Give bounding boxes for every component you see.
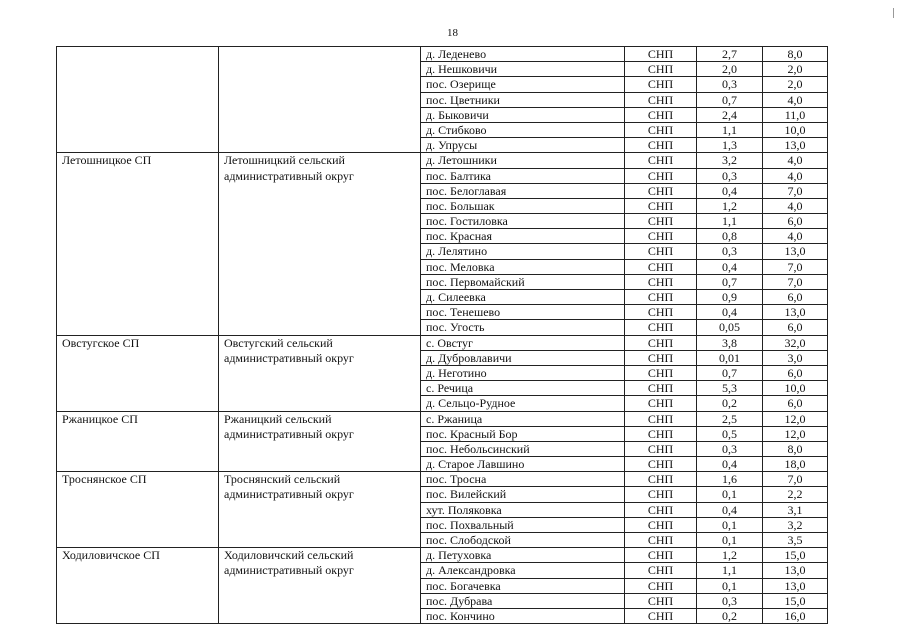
value-a-cell: 0,1 [697,487,763,502]
value-b-cell: 2,0 [763,62,828,77]
value-b-cell: 12,0 [763,411,828,426]
value-b-cell: 7,0 [763,183,828,198]
value-b-cell: 3,1 [763,502,828,517]
locality-type-cell: СНП [625,548,697,563]
locality-type-cell: СНП [625,335,697,350]
value-a-cell: 0,7 [697,365,763,380]
table-row [57,335,828,350]
value-b-cell: 18,0 [763,457,828,472]
value-b-cell: 8,0 [763,441,828,456]
locality-name-cell: д. Старое Лавшино [421,457,625,472]
locality-name-cell: пос. Белоглавая [421,183,625,198]
value-b-cell: 6,0 [763,365,828,380]
locality-type-cell: СНП [625,77,697,92]
value-b-cell: 4,0 [763,153,828,168]
locality-name-cell: пос. Большак [421,198,625,213]
value-b-cell: 2,2 [763,487,828,502]
value-a-cell: 0,7 [697,274,763,289]
value-a-cell: 0,3 [697,77,763,92]
value-b-cell: 6,0 [763,214,828,229]
locality-name-cell: с. Речица [421,381,625,396]
settlement-cell: Троснянское СП [57,472,219,548]
value-a-cell: 1,2 [697,198,763,213]
locality-type-cell: СНП [625,381,697,396]
value-a-cell: 0,7 [697,92,763,107]
district-cell: Ходиловичский сельский административный округ [219,548,421,624]
locality-name-cell: пос. Меловка [421,259,625,274]
settlement-cell: Ржаницкое СП [57,411,219,472]
value-a-cell: 0,4 [697,259,763,274]
value-a-cell: 0,3 [697,593,763,608]
value-a-cell: 5,3 [697,381,763,396]
locality-type-cell: СНП [625,122,697,137]
locality-name-cell: пос. Гостиловка [421,214,625,229]
locality-type-cell: СНП [625,396,697,411]
locality-type-cell: СНП [625,198,697,213]
district-cell [219,47,421,153]
value-a-cell: 1,1 [697,122,763,137]
value-b-cell: 13,0 [763,138,828,153]
value-a-cell: 1,1 [697,563,763,578]
value-b-cell: 3,5 [763,533,828,548]
locality-type-cell: СНП [625,107,697,122]
locality-name-cell: д. Дубровлавичи [421,350,625,365]
value-b-cell: 6,0 [763,320,828,335]
locality-type-cell: СНП [625,138,697,153]
locality-type-cell: СНП [625,183,697,198]
value-a-cell: 0,4 [697,457,763,472]
value-b-cell: 11,0 [763,107,828,122]
settlement-cell: Ходиловичское СП [57,548,219,624]
locality-type-cell: СНП [625,214,697,229]
scan-edge-mark [893,8,894,18]
value-a-cell: 0,05 [697,320,763,335]
locality-name-cell: д. Упрусы [421,138,625,153]
value-a-cell: 1,3 [697,138,763,153]
locality-type-cell: СНП [625,305,697,320]
value-a-cell: 2,0 [697,62,763,77]
locality-name-cell: с. Ржаница [421,411,625,426]
locality-type-cell: СНП [625,62,697,77]
value-b-cell: 13,0 [763,578,828,593]
locality-name-cell: хут. Поляковка [421,502,625,517]
locality-type-cell: СНП [625,290,697,305]
value-b-cell: 10,0 [763,122,828,137]
locality-type-cell: СНП [625,168,697,183]
value-a-cell: 0,5 [697,426,763,441]
value-a-cell: 0,3 [697,244,763,259]
value-b-cell: 4,0 [763,229,828,244]
locality-name-cell: д. Нешковичи [421,62,625,77]
value-b-cell: 2,0 [763,77,828,92]
value-a-cell: 1,1 [697,214,763,229]
table-row [57,472,828,487]
value-a-cell: 0,4 [697,183,763,198]
locality-type-cell: СНП [625,92,697,107]
locality-name-cell: пос. Тросна [421,472,625,487]
locality-type-cell: СНП [625,472,697,487]
locality-name-cell: пос. Слободской [421,533,625,548]
value-b-cell: 15,0 [763,593,828,608]
value-a-cell: 0,2 [697,396,763,411]
locality-name-cell: пос. Красная [421,229,625,244]
value-a-cell: 3,8 [697,335,763,350]
locality-type-cell: СНП [625,457,697,472]
locality-type-cell: СНП [625,229,697,244]
table-row [57,153,828,168]
value-a-cell: 0,8 [697,229,763,244]
locality-name-cell: д. Сельцо-Рудное [421,396,625,411]
locality-type-cell: СНП [625,47,697,62]
locality-type-cell: СНП [625,533,697,548]
value-b-cell: 15,0 [763,548,828,563]
value-b-cell: 4,0 [763,92,828,107]
value-b-cell: 8,0 [763,47,828,62]
value-b-cell: 6,0 [763,396,828,411]
locality-type-cell: СНП [625,244,697,259]
settlement-cell: Летошницкое СП [57,153,219,335]
locality-name-cell: д. Стибково [421,122,625,137]
locality-name-cell: пос. Кончино [421,608,625,623]
locality-type-cell: СНП [625,365,697,380]
value-b-cell: 12,0 [763,426,828,441]
locality-name-cell: пос. Небольсинский [421,441,625,456]
value-b-cell: 13,0 [763,305,828,320]
value-b-cell: 32,0 [763,335,828,350]
locality-name-cell: пос. Балтика [421,168,625,183]
settlement-cell: Овстугское СП [57,335,219,411]
locality-type-cell: СНП [625,350,697,365]
value-b-cell: 10,0 [763,381,828,396]
locality-name-cell: пос. Угость [421,320,625,335]
value-a-cell: 0,4 [697,305,763,320]
value-b-cell: 16,0 [763,608,828,623]
value-a-cell: 2,4 [697,107,763,122]
district-cell: Троснянский сельский административный округ [219,472,421,548]
locality-name-cell: д. Леденево [421,47,625,62]
value-a-cell: 3,2 [697,153,763,168]
locality-name-cell: пос. Озерище [421,77,625,92]
value-a-cell: 0,1 [697,578,763,593]
value-a-cell: 0,1 [697,533,763,548]
table-row [57,548,828,563]
locality-type-cell: СНП [625,259,697,274]
settlements-table [56,46,828,624]
value-a-cell: 2,5 [697,411,763,426]
value-a-cell: 0,01 [697,350,763,365]
value-b-cell: 4,0 [763,198,828,213]
locality-name-cell: пос. Цветники [421,92,625,107]
locality-name-cell: д. Быковичи [421,107,625,122]
locality-type-cell: СНП [625,153,697,168]
locality-name-cell: пос. Красный Бор [421,426,625,441]
table-row [57,411,828,426]
locality-name-cell: д. Александровка [421,563,625,578]
locality-name-cell: пос. Тенешево [421,305,625,320]
locality-type-cell: СНП [625,502,697,517]
locality-name-cell: пос. Похвальный [421,517,625,532]
value-b-cell: 13,0 [763,244,828,259]
page-number: 18 [447,27,458,39]
locality-type-cell: СНП [625,563,697,578]
district-cell: Ржаницкий сельский административный округ [219,411,421,472]
value-a-cell: 1,2 [697,548,763,563]
value-a-cell: 0,3 [697,168,763,183]
locality-name-cell: д. Силеевка [421,290,625,305]
value-b-cell: 7,0 [763,259,828,274]
locality-type-cell: СНП [625,608,697,623]
district-cell: Летошницкий сельский административный округ [219,153,421,335]
locality-name-cell: д. Неготино [421,365,625,380]
value-a-cell: 0,3 [697,441,763,456]
locality-type-cell: СНП [625,593,697,608]
locality-type-cell: СНП [625,411,697,426]
value-b-cell: 3,2 [763,517,828,532]
locality-type-cell: СНП [625,487,697,502]
district-cell: Овстугский сельский административный округ [219,335,421,411]
value-b-cell: 3,0 [763,350,828,365]
locality-type-cell: СНП [625,578,697,593]
locality-type-cell: СНП [625,320,697,335]
locality-name-cell: пос. Дубрава [421,593,625,608]
value-b-cell: 6,0 [763,290,828,305]
locality-name-cell: пос. Первомайский [421,274,625,289]
locality-type-cell: СНП [625,441,697,456]
locality-type-cell: СНП [625,426,697,441]
value-b-cell: 7,0 [763,274,828,289]
value-b-cell: 13,0 [763,563,828,578]
locality-name-cell: пос. Вилейский [421,487,625,502]
value-a-cell: 0,4 [697,502,763,517]
locality-name-cell: пос. Богачевка [421,578,625,593]
locality-name-cell: д. Летошники [421,153,625,168]
value-a-cell: 0,1 [697,517,763,532]
locality-type-cell: СНП [625,517,697,532]
locality-type-cell: СНП [625,274,697,289]
locality-name-cell: д. Лелятино [421,244,625,259]
locality-name-cell: с. Овстуг [421,335,625,350]
table-row [57,47,828,62]
value-a-cell: 1,6 [697,472,763,487]
value-a-cell: 2,7 [697,47,763,62]
value-b-cell: 7,0 [763,472,828,487]
table-body [57,47,828,624]
value-a-cell: 0,9 [697,290,763,305]
locality-name-cell: д. Петуховка [421,548,625,563]
settlement-cell [57,47,219,153]
value-a-cell: 0,2 [697,608,763,623]
value-b-cell: 4,0 [763,168,828,183]
